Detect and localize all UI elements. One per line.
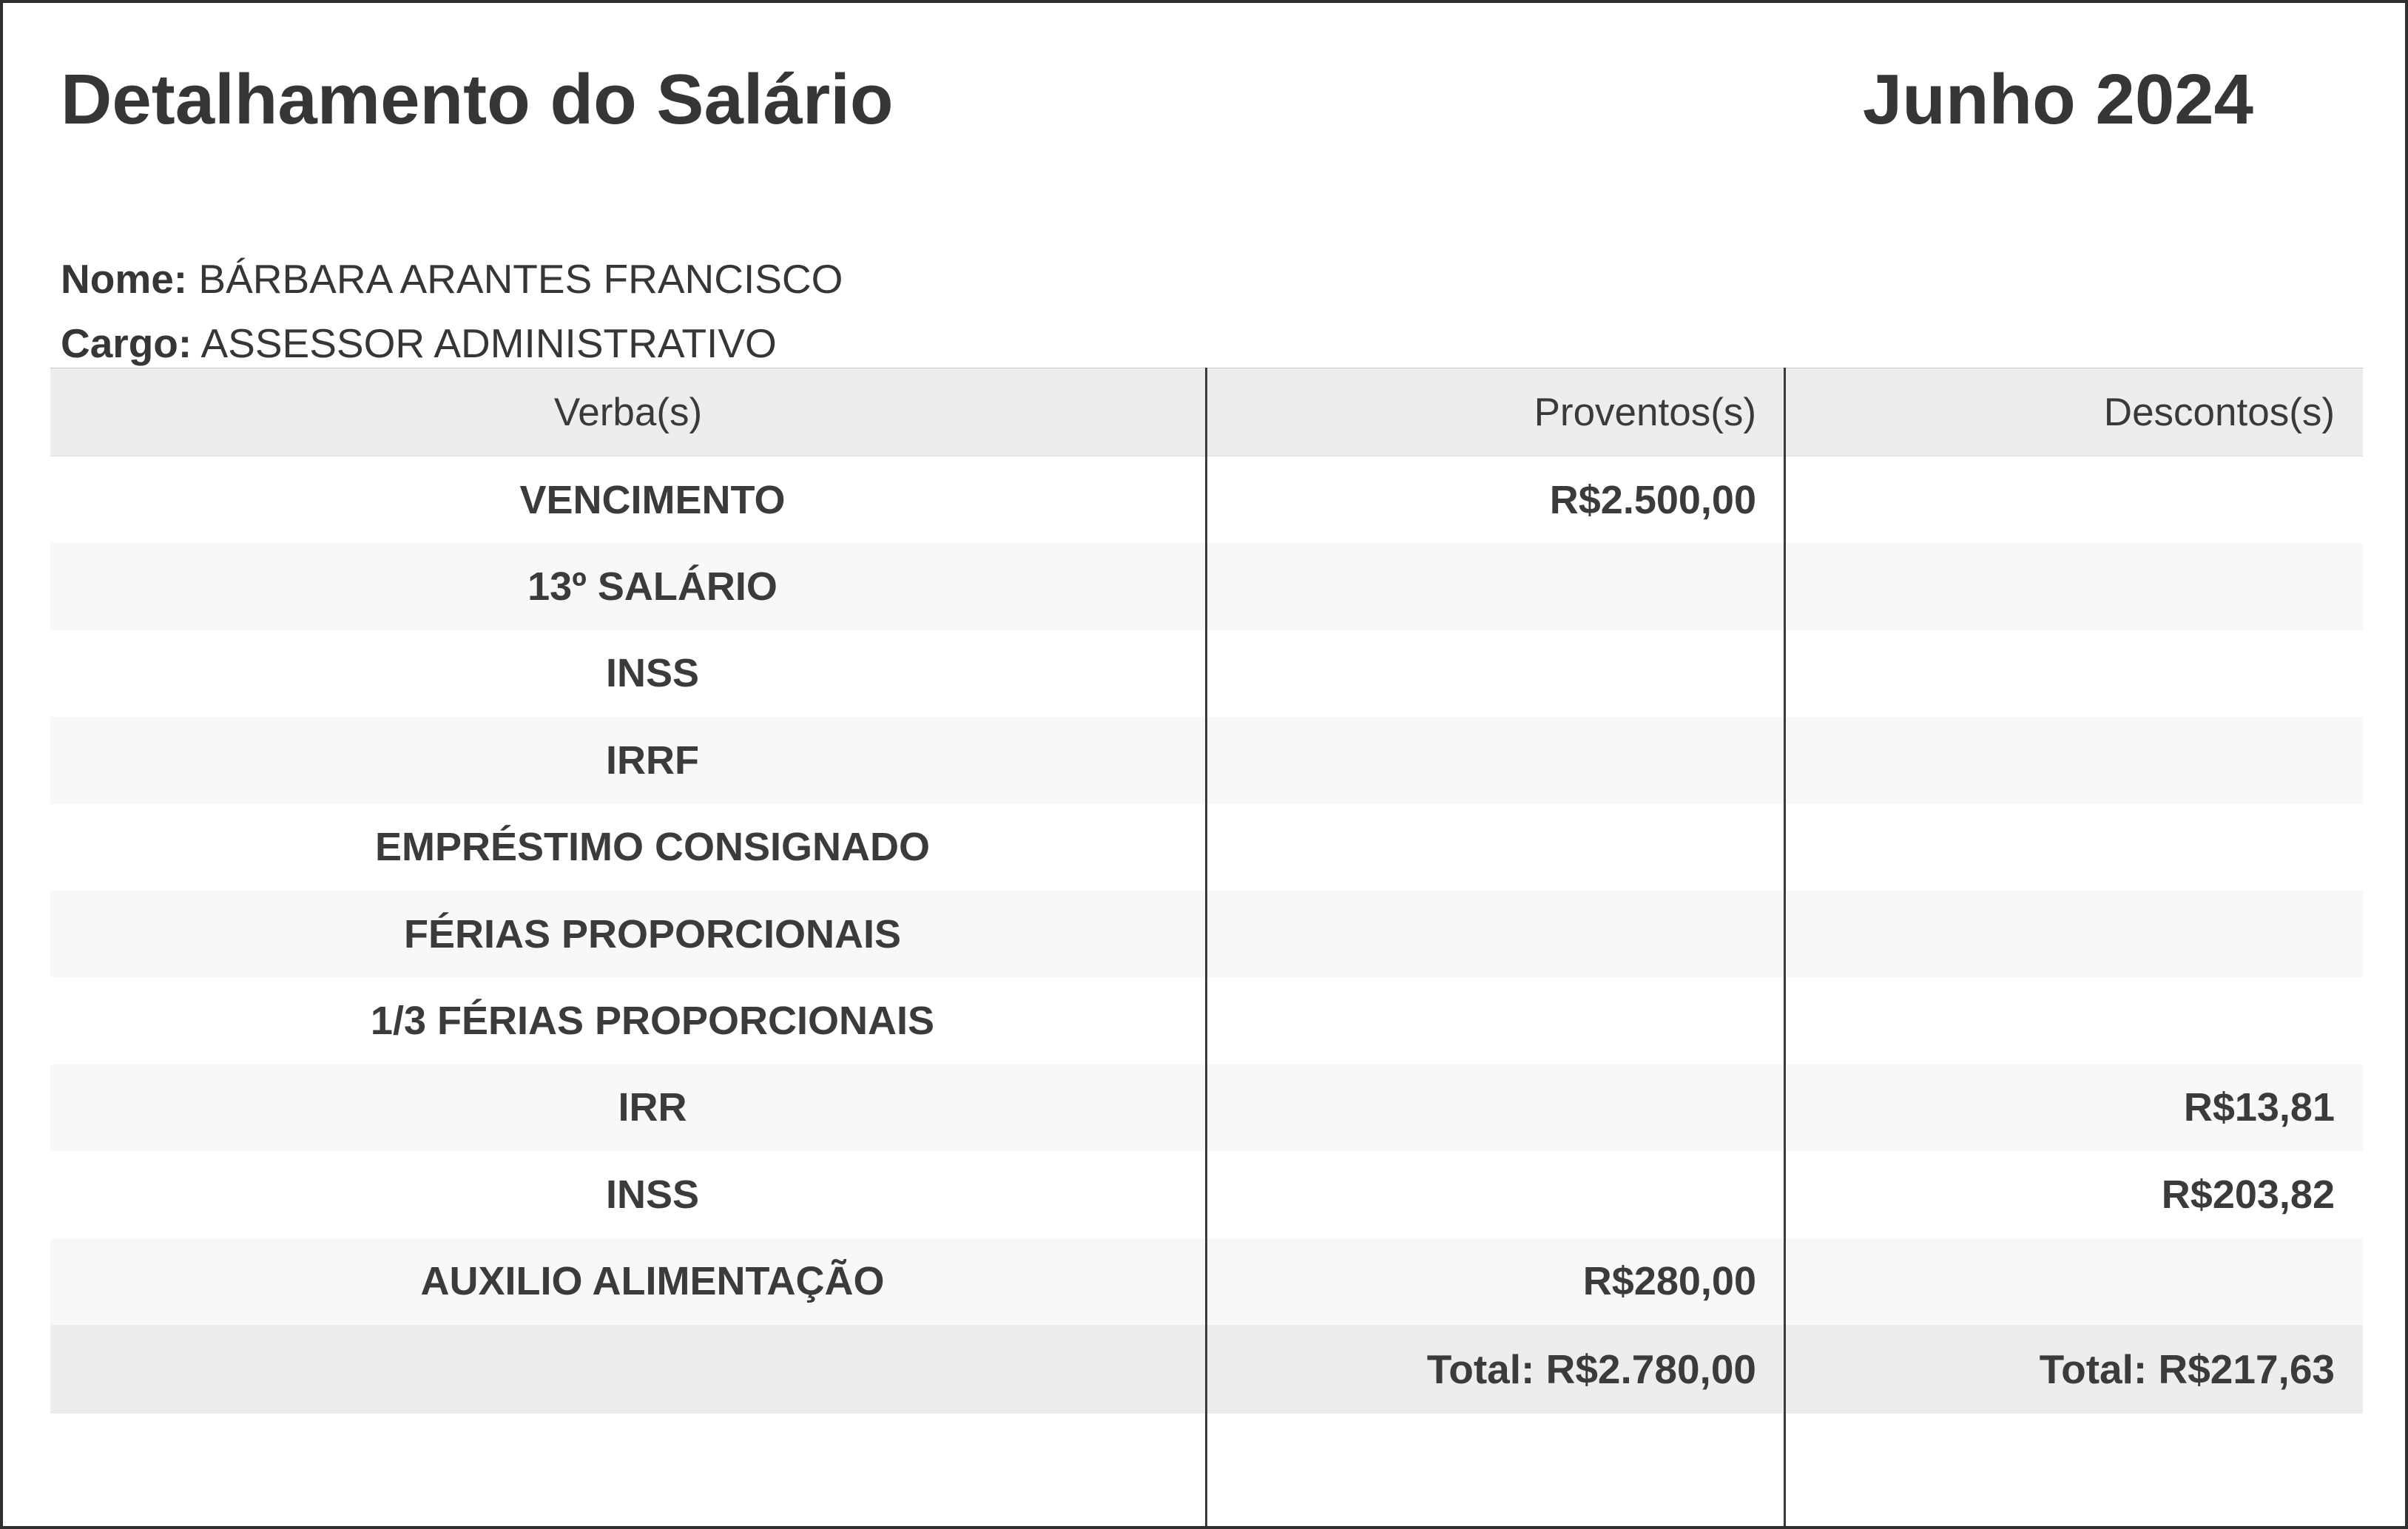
employee-info [61,247,843,376]
period-label: Junho 2024 [1862,60,2253,139]
employee-role-label: Cargo: [61,320,192,366]
total-descontos: Total: R$217,63 [2039,1346,2335,1392]
employee-role-line [61,311,843,376]
cell-verba: FÉRIAS PROPORCIONAIS [403,911,902,956]
cell-verba: INSS [605,651,700,696]
page-title: Detalhamento do Salário [61,60,894,139]
column-divider-proventos-descontos [1784,368,1786,1526]
cell-verba: IRR [618,1085,687,1130]
employee-role-value: ASSESSOR ADMINISTRATIVO [200,320,777,366]
cell-verba: IRRF [606,738,699,783]
cell-verba: AUXILIO ALIMENTAÇÃO [420,1259,885,1304]
employee-name-label: Nome: [61,256,188,302]
cell-proventos: R$280,00 [1582,1259,1756,1304]
employee-name-value: BÁRBARA ARANTES FRANCISCO [198,256,843,302]
col-header-descontos: Descontos(s) [2103,390,2335,434]
cell-verba: VENCIMENTO [519,477,786,522]
employee-name-line [61,247,843,311]
title-row [61,60,2253,139]
cell-verba: EMPRÉSTIMO CONSIGNADO [374,825,931,870]
cell-verba: INSS [605,1172,700,1217]
column-divider-verba-proventos [1205,368,1207,1526]
cell-verba: 13º SALÁRIO [527,564,778,610]
col-header-verbas: Verba(s) [553,390,703,434]
cell-descontos: R$13,81 [2183,1085,2335,1130]
cell-descontos: R$203,82 [2161,1172,2335,1217]
col-header-proventos: Proventos(s) [1534,390,1756,434]
cell-proventos: R$2.500,00 [1549,477,1756,522]
cell-verba: 1/3 FÉRIAS PROPORCIONAIS [370,999,935,1044]
total-proventos: Total: R$2.780,00 [1426,1346,1756,1392]
